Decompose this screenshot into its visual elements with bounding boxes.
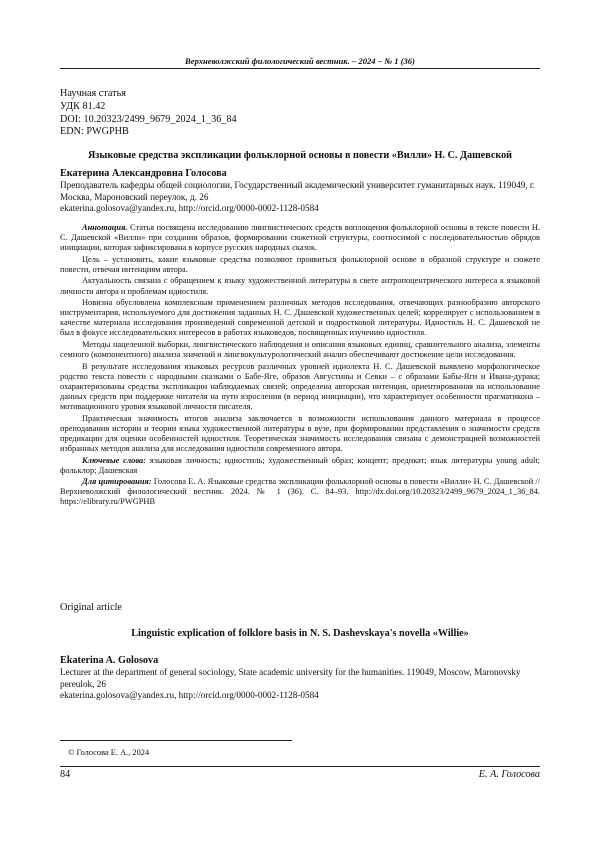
- journal-header: [60, 56, 540, 69]
- abstract-paragraph: Методы нацеленной выборки, лингвистического наблюдения и описания языковых единиц, сравнительного анализа, элементы семного (компонентного) анализа значений и лингвокультурологический анализ обеспечивают достижение цели исследования.: [60, 340, 540, 360]
- page-number: 84: [60, 769, 71, 780]
- citation-label: Для цитирования:: [82, 477, 152, 487]
- journal-issue: – 2024 – № 1 (36): [349, 56, 415, 66]
- abstract-paragraph: Новизна обусловлена комплексным применением различных методов исследования, отвечающих разнообразию авторского инструментария, используемого для достижения заданных Н. С. Дашевской художественных целей; коррелирует с использованием в качестве материала исследования произведений современной детской и подростковой литературы. Идиостиль Н. С. Дашевской не был в фокусе исследовательских интересов в работах языковедов, посвященных изучению идиостиля.: [60, 298, 540, 338]
- abstract-paragraph: В результате исследования языковых ресурсов различных уровней идиолекта Н. С. Дашевской выявлено морфологическое родство текста повести с народными сказками о Бабе-Яге, образов Августины и Севки – с образами Бабы-Яги и Ивана-дурака; охарактеризованы средства экспликации наблюдаемых связей; определена авторская интенция, ориентированная на использование данных средств при поддержке читателя на пути взросления (в период инициации), что характеризует особенности прагматикона – мотивационного уровня языковой личности писателя.: [60, 361, 540, 412]
- udk-code: УДК 81.42: [60, 100, 106, 112]
- article-title-ru: Языковые средства экспликации фольклорной основы в повести «Вилли» Н. С. Дашевской: [87, 150, 513, 161]
- citation-paragraph: [60, 477, 540, 507]
- author-affiliation-ru: Преподаватель кафедры общей социологии, Государственный академический университет гуманитарных наук. 119049, г. Москва, Мароновский переулок, д. 26: [60, 180, 535, 202]
- doi-link[interactable]: DOI: 10.20323/2499_9679_2024_1_36_84: [60, 113, 237, 125]
- original-article-label: Original article: [60, 602, 122, 613]
- author-name-ru: Екатерина Александровна Голосова: [60, 168, 227, 179]
- article-title-en: Linguistic explication of folklore basis in N. S. Dashevskaya's novella «Willie»: [131, 628, 469, 639]
- author-block-ru: [60, 168, 540, 215]
- keywords-label: Ключевые слова:: [82, 455, 147, 465]
- abstract: [60, 223, 540, 509]
- footnote-divider: [60, 740, 292, 741]
- citation-text[interactable]: Голосова Е. А. Языковые средства экспликации фольклорной основы в повести «Вилли» Н. С. Дашевской // Верхневолжский филологический вестник. 2024. № 1 (36). С. 84–93. http://dx.doi.org/10.20323/2499_9679_2024_1_36_84. https://elibrary.ru/PWGPHB: [60, 477, 541, 507]
- author-block-en: [60, 655, 540, 702]
- article-meta: [60, 88, 237, 139]
- journal-name: Верхневолжский филологический вестник.: [185, 56, 350, 66]
- abstract-paragraph: Актуальность связана с обращением к языку художественной литературы в свете антропоцентрического интереса к языковой личности автора и проблемам идиостиля.: [60, 276, 540, 296]
- edn-code: EDN: PWGPHB: [60, 126, 129, 138]
- abstract-paragraph: Практическая значимость итогов анализа заключается в возможности использования данного материала в процессе преподавания истории и теории языка художественной литературы в вузе, при формировании представления о значимости средств предикации для оценки особенностей идиостиля. Теоретическая значимость исследования связана с демонстрацией возможностей избранных методов анализа для исследования идиостиля современного автора.: [60, 413, 540, 453]
- author-name-en: Ekaterina A. Golosova: [60, 655, 159, 666]
- abstract-paragraph: Аннотация. Статья посвящена исследованию лингвистических средств воплощения фольклорной основы в тексте повести Н. С. Дашевской «Вилли» при создании образов, формировании сюжетной структуры, соотносимой с последовательностью обрядов инициации, которая зафиксирована в корпусе русских народных сказок.: [60, 223, 541, 253]
- copyright-footnote: © Голосова Е. А., 2024: [68, 748, 150, 757]
- keywords-text: языковая личность; идиостиль; художественный образ; концепт; предикат; язык литературы young adult; фольклор; Дашевская: [60, 455, 540, 475]
- abstract-label: Аннотация.: [82, 223, 128, 232]
- keywords-paragraph: [60, 456, 540, 476]
- author-contacts-en[interactable]: ekaterina.golosova@yandex.ru, http://orcid.org/0000-0002-1128-0584: [60, 690, 319, 701]
- footer-author: Е. А. Голосова: [478, 769, 540, 780]
- footer-divider: [60, 766, 540, 767]
- author-contacts-ru[interactable]: ekaterina.golosova@yandex.ru, http://orcid.org/0000-0002-1128-0584: [60, 203, 319, 214]
- abstract-paragraph: Цель – установить, какие языковые средства позволяют проявиться фольклорной основе в образной структуре и сюжете повести, отвечая интенциям автора.: [60, 254, 540, 274]
- article-type: Научная статья: [60, 88, 126, 99]
- author-affiliation-en: Lecturer at the department of general sociology, State academic university for the humanities. 119049, Moscow, Maronovsky pereulok, 26: [60, 667, 521, 689]
